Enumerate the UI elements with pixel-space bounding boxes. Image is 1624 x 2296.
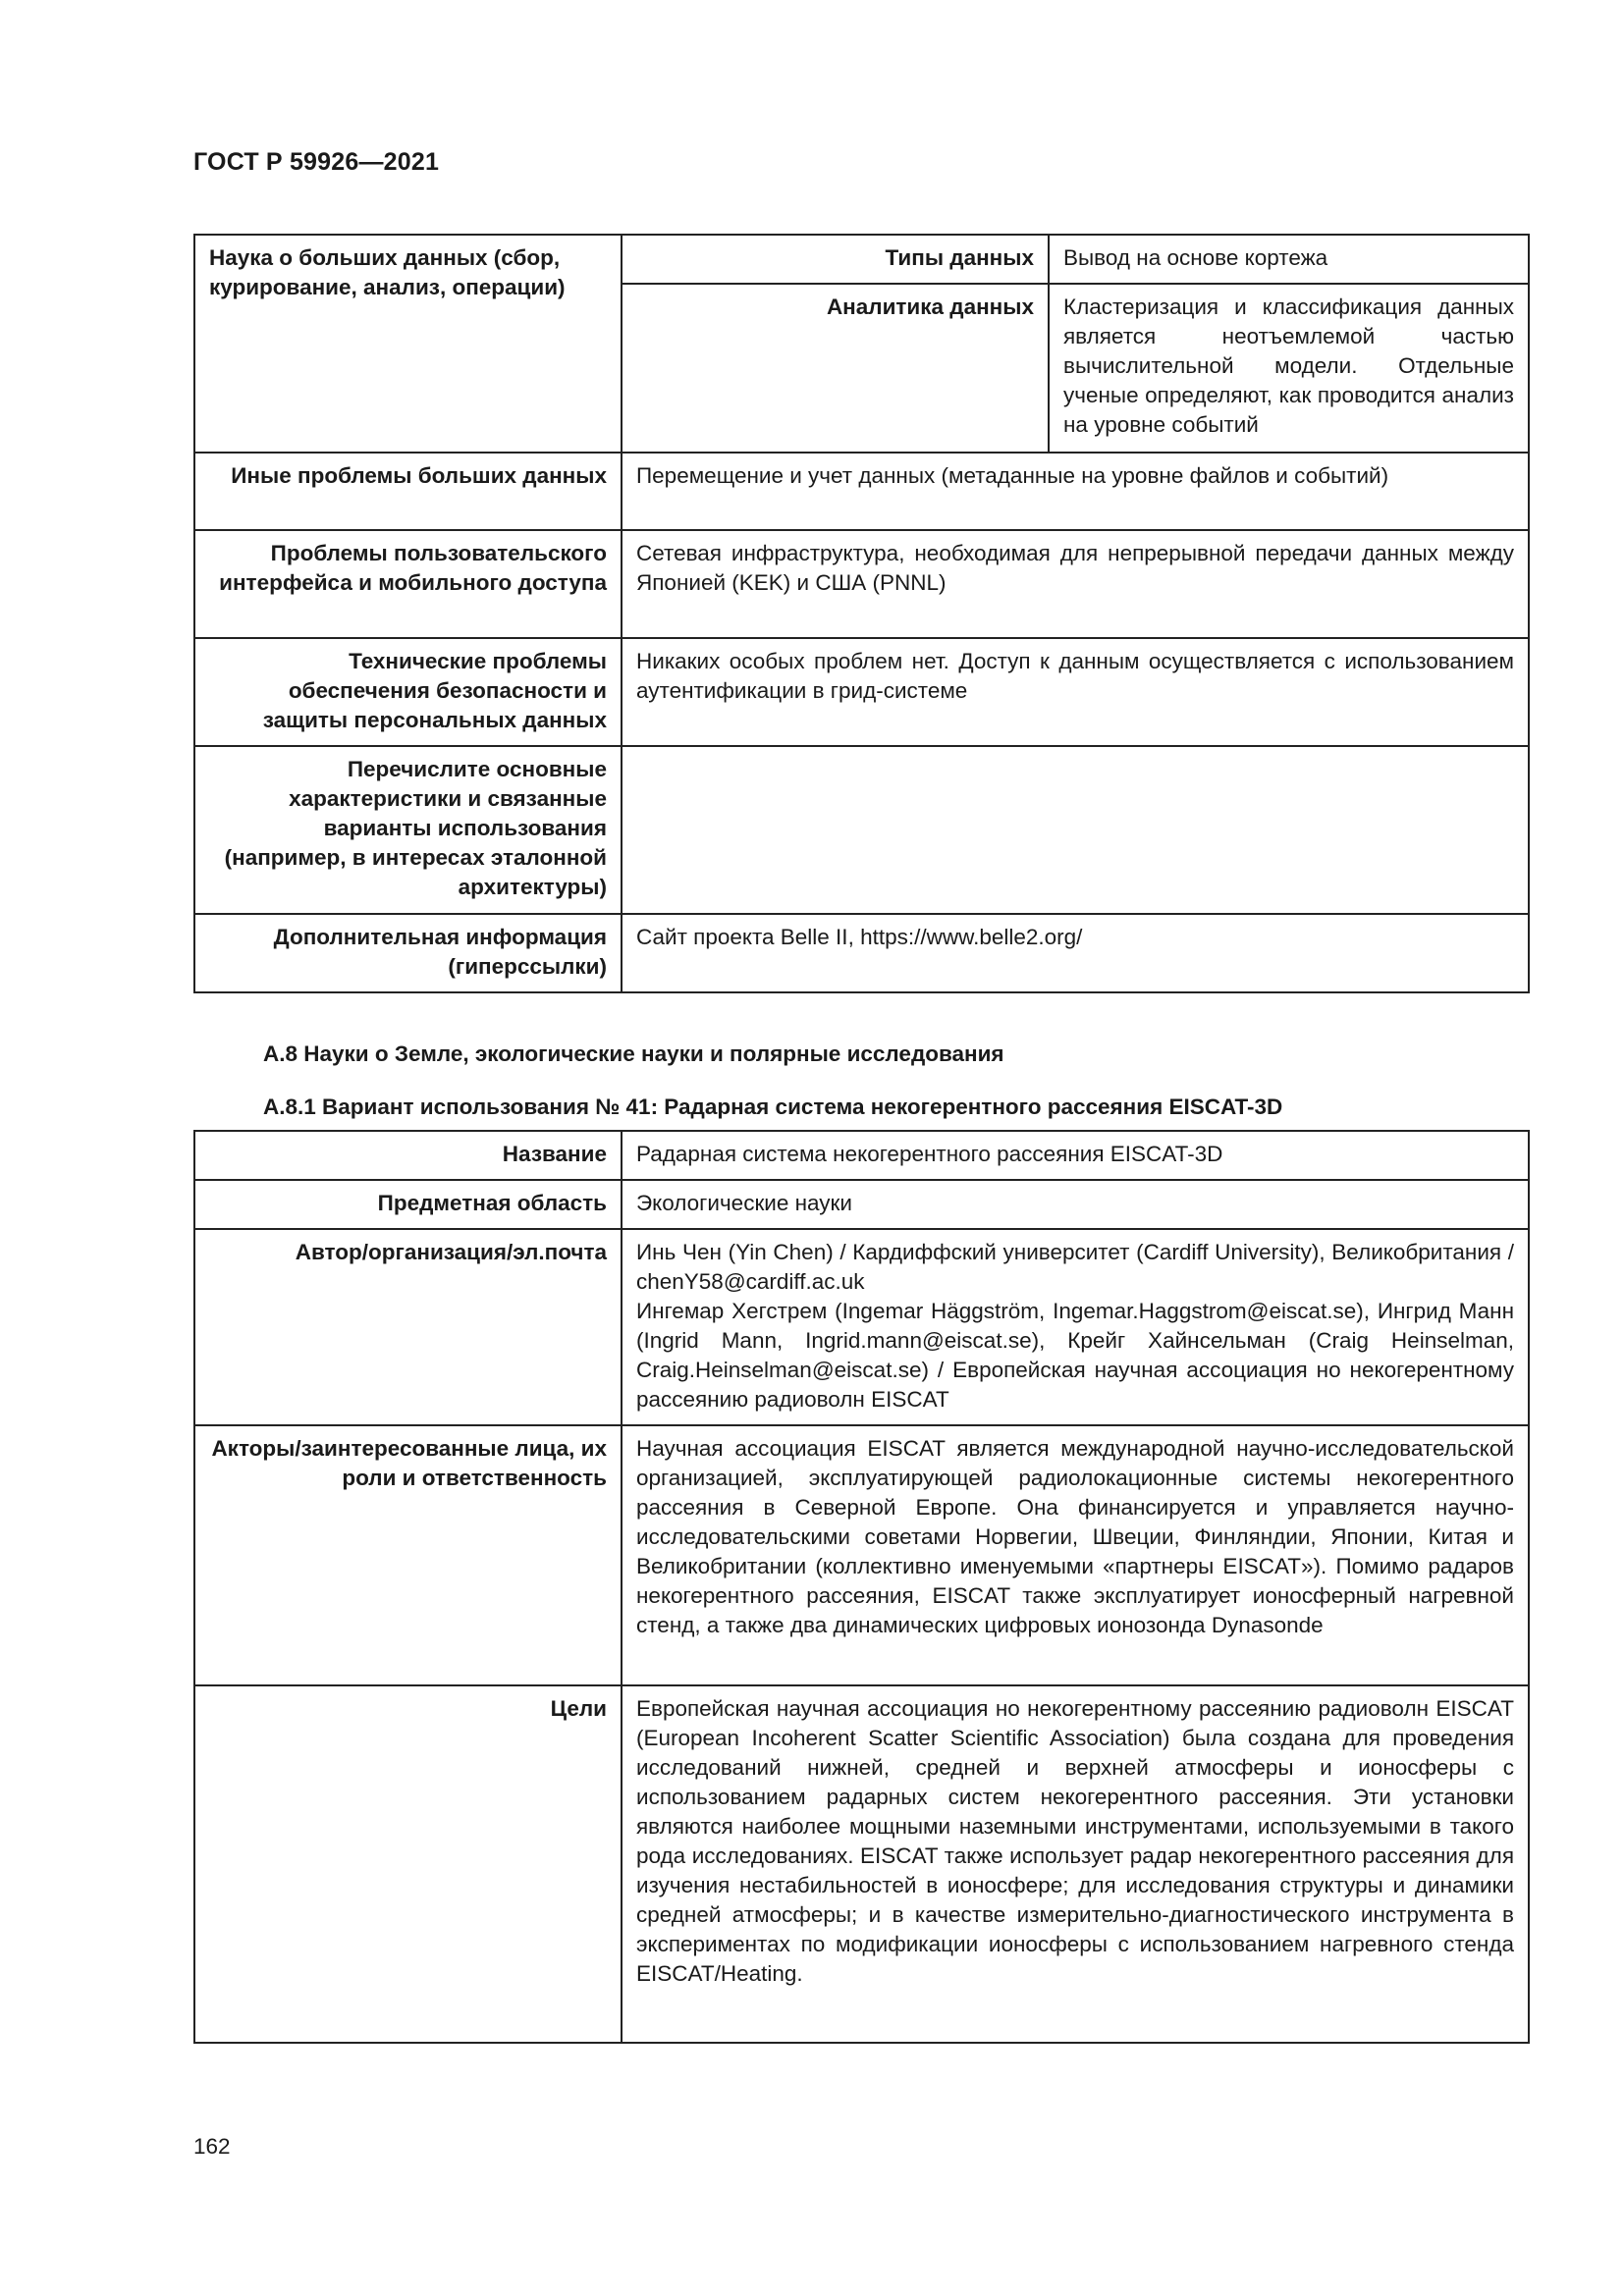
row-value: Научная ассоциация EISCAT является международной научно-исследовательской организацией, эксплуатирующей радиолокационные системы некогерентного рассеяния в Северной Европе. Она финансируется и управляется научно-исследовательскими советами Норвегии, Швеции, Финляндии, Японии, Китая и Великобритании (коллективно именуемыми «партнеры EISCAT»). Помимо радаров некогерентного рассеяния, EISCAT также эксплуатирует ионосферный нагревной стенд, а также два динамических цифровых ионозонда Dynasonde — [636, 1436, 1514, 1637]
row-label-cell — [194, 1685, 622, 2043]
sub-label-cell — [622, 284, 1049, 453]
sub-label: Аналитика данных — [826, 294, 1034, 319]
table-row — [194, 1180, 1529, 1229]
section-heading: А.8 Науки о Земле, экологические науки и полярные исследования — [263, 1041, 1004, 1066]
table-row — [194, 638, 1529, 746]
sub-value: Кластеризация и классификация данных является неотъемлемой частью вычислительной модели. Отдельные ученые определяют, как проводится анализ на уровне событий — [1063, 294, 1514, 437]
row-label: Автор/организация/эл.почта — [295, 1240, 607, 1264]
table-row — [194, 530, 1529, 638]
group-label-cell — [194, 235, 622, 453]
use-case-table — [193, 1130, 1530, 2044]
table-row — [194, 453, 1529, 530]
group-label: Наука о больших данных (сбор, курирование, анализ, операции) — [209, 245, 566, 299]
row-value-cell — [622, 1131, 1529, 1180]
sub-value-cell — [1049, 284, 1529, 453]
table-row — [194, 746, 1529, 914]
row-value-cell — [622, 1180, 1529, 1229]
sub-label-cell — [622, 235, 1049, 284]
row-value-cell — [622, 746, 1529, 914]
table-row — [194, 1425, 1529, 1685]
row-label-cell — [194, 453, 622, 530]
row-label-cell — [194, 914, 622, 992]
row-value: Радарная система некогерентного рассеяния EISCAT-3D — [636, 1142, 1223, 1166]
row-value-cell — [622, 1229, 1529, 1425]
row-value-cell — [622, 1685, 1529, 2043]
row-value-cell — [622, 453, 1529, 530]
row-label: Название — [502, 1142, 607, 1166]
row-label: Цели — [550, 1696, 607, 1721]
row-label: Технические проблемы обеспечения безопасности и защиты персональных данных — [262, 649, 607, 732]
document-header: ГОСТ Р 59926—2021 — [193, 148, 440, 176]
table-row — [194, 914, 1529, 992]
row-value: Экологические науки — [636, 1191, 852, 1215]
row-value: Перемещение и учет данных (метаданные на уровне файлов и событий) — [636, 463, 1389, 488]
row-label-cell — [194, 530, 622, 638]
table-row — [194, 1229, 1529, 1425]
row-label-cell — [194, 1180, 622, 1229]
row-label: Дополнительная информация (гиперссылки) — [273, 925, 607, 979]
row-value: Сетевая инфраструктура, необходимая для непрерывной передачи данных между Японией (KEK) и США (PNNL) — [636, 541, 1514, 595]
row-label-cell — [194, 746, 622, 914]
row-value: Никаких особых проблем нет. Доступ к данным осуществляется с использованием аутентификации в грид-системе — [636, 649, 1514, 703]
row-value-cell — [622, 638, 1529, 746]
row-label-cell — [194, 1425, 622, 1685]
table-row — [194, 1131, 1529, 1180]
row-value: Сайт проекта Belle II, https://www.belle2.org/ — [636, 925, 1083, 949]
page-number: 162 — [193, 2134, 231, 2159]
row-label: Акторы/заинтересованные лица, их роли и ответственность — [211, 1436, 607, 1490]
continued-table — [193, 234, 1530, 993]
row-value-continued: Ингемар Хегстрем (Ingemar Häggström, Ingemar.Haggstrom@eiscat.se), Ингрид Манн (Ingrid Mann, Ingrid.mann@eiscat.se), Крейг Хайнсельман (Craig Heinselman, Craig.Heinselman@eiscat.se) / Европейская научная ассоциация но некогерентному рассеянию радиоволн EISCAT — [636, 1299, 1514, 1412]
row-value: Инь Чен (Yin Chen) / Кардиффский университет (Cardiff University), Великобритания / chenY58@cardiff.ac.uk — [636, 1240, 1514, 1294]
row-label: Иные проблемы больших данных — [231, 463, 607, 488]
row-value-cell — [622, 530, 1529, 638]
table-row — [194, 1685, 1529, 2043]
row-label: Предметная область — [377, 1191, 607, 1215]
row-value-cell — [622, 1425, 1529, 1685]
section-subheading: А.8.1 Вариант использования № 41: Радарная система некогерентного рассеяния EISCAT-3D — [263, 1095, 1283, 1119]
sub-label: Типы данных — [885, 245, 1034, 270]
sub-value-cell — [1049, 235, 1529, 284]
row-label-cell — [194, 638, 622, 746]
row-label: Перечислите основные характеристики и связанные варианты использования (например, в интересах эталонной архитектуры) — [224, 757, 607, 899]
table-row — [194, 235, 1529, 284]
row-label-cell — [194, 1131, 622, 1180]
sub-value: Вывод на основе кортежа — [1063, 245, 1328, 270]
row-label: Проблемы пользовательского интерфейса и мобильного доступа — [219, 541, 607, 595]
row-value: Европейская научная ассоциация но некогерентному рассеянию радиоволн EISCAT (European Incoherent Scatter Scientific Association) была создана для проведения исследований нижней, средней и верхней атмосферы и ионосферы с использованием радарных систем некогерентного рассеяния. Эти установки являются наиболее мощными наземными инструментами, используемыми в такого рода исследованиях. EISCAT также использует радар некогерентного рассеяния для изучения нестабильностей в ионосфере; для исследования структуры и динамики средней атмосферы; и в качестве измерительно-диагностического инструмента в экспериментах по модификации ионосферы с использованием нагревного стенда EISCAT/Heating. — [636, 1696, 1514, 1986]
row-label-cell — [194, 1229, 622, 1425]
row-value-cell — [622, 914, 1529, 992]
